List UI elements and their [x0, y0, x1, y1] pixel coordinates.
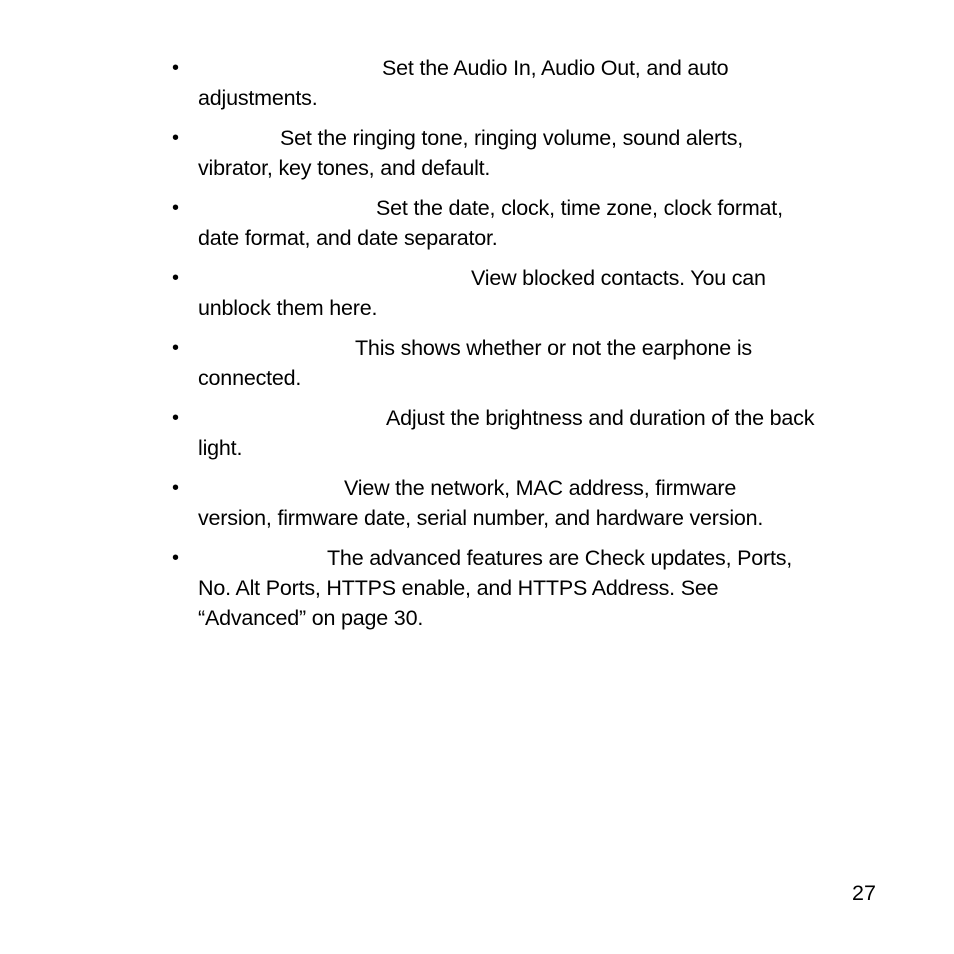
bullet-line — [198, 53, 888, 83]
bullet-line — [198, 193, 888, 223]
bullet-line-2: connected. — [198, 366, 302, 390]
bullet-mark: • — [172, 477, 180, 499]
bullet-line-1: Set the ringing tone, ringing volume, sound alerts, — [280, 126, 744, 150]
bullet-item-advanced — [0, 543, 954, 630]
bullet-line — [198, 473, 888, 503]
bullet-line-1: The advanced features are Check updates, Ports, — [327, 546, 793, 570]
bullet-line — [198, 403, 888, 433]
bullet-mark: • — [172, 57, 180, 79]
bullet-mark: • — [172, 547, 180, 569]
bullet-item-audio — [0, 53, 954, 133]
bullet-item-ringing — [0, 123, 954, 203]
bullet-mark: • — [172, 127, 180, 149]
bullet-line-1: This shows whether or not the earphone is — [355, 336, 752, 360]
bullet-line-1: Adjust the brightness and duration of the back — [386, 406, 815, 430]
bullet-mark: • — [172, 267, 180, 289]
bullet-mark: • — [172, 197, 180, 219]
bullet-item-backlight — [0, 403, 954, 483]
bullet-text — [198, 543, 888, 633]
bullet-line — [198, 123, 888, 153]
bullet-line-2: unblock them here. — [198, 296, 378, 320]
bullet-item-blocked — [0, 263, 954, 343]
bullet-line-2: version, firmware date, serial number, and hardware version. — [198, 506, 764, 530]
bullet-line — [198, 333, 888, 363]
bullet-line-1: View blocked contacts. You can — [471, 266, 766, 290]
bullet-text — [198, 123, 888, 183]
bullet-item-date-time — [0, 193, 954, 273]
bullet-mark: • — [172, 337, 180, 359]
bullet-text — [198, 263, 888, 323]
bullet-item-info — [0, 473, 954, 553]
bullet-text — [198, 53, 888, 113]
bullet-text — [198, 473, 888, 533]
bullet-line-2: light. — [198, 436, 243, 460]
bullet-item-earphone — [0, 333, 954, 413]
bullet-line-2: date format, and date separator. — [198, 226, 498, 250]
bullet-line-2: vibrator, key tones, and default. — [198, 156, 491, 180]
bullet-line — [198, 543, 888, 573]
bullet-line — [198, 263, 888, 293]
bullet-text — [198, 193, 888, 253]
bullet-line-2: adjustments. — [198, 86, 318, 110]
bullet-line-2: No. Alt Ports, HTTPS enable, and HTTPS Address. See — [198, 576, 719, 600]
bullet-mark: • — [172, 407, 180, 429]
bullet-line-1: View the network, MAC address, firmware — [344, 476, 737, 500]
bullet-line-3: “Advanced” on page 30. — [198, 606, 424, 630]
bullet-line-1: Set the Audio In, Audio Out, and auto — [382, 56, 729, 80]
bullet-line-1: Set the date, clock, time zone, clock format, — [376, 196, 783, 220]
page-number: 27 — [852, 881, 876, 905]
bullet-text — [198, 333, 888, 393]
bullet-text — [198, 403, 888, 463]
